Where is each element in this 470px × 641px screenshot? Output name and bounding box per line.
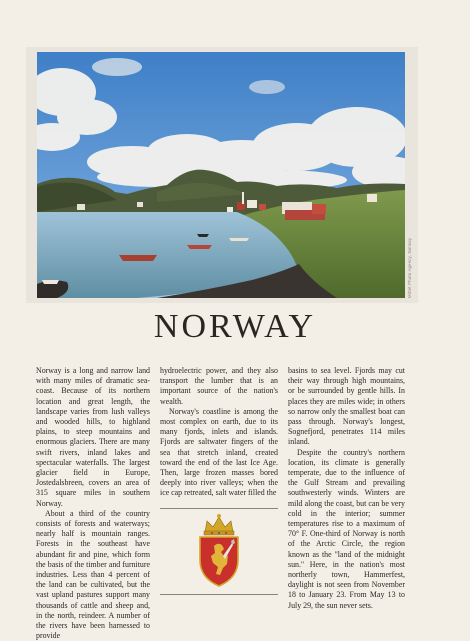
paragraph: basins to sea level. Fjords may cut their way through high mountains, or be surrounded by gentle hills. In places they are miles wide; in others so narrow only the smallest boat can pass through. Norway's longest, Sognefjord, penetrates 114 miles inland. bbox=[288, 366, 405, 447]
divider-rule bbox=[160, 594, 278, 595]
fjord-village-photo bbox=[37, 52, 405, 298]
divider-rule bbox=[160, 508, 278, 509]
paragraph: Norway is a long and narrow land with many miles of dramatic sea-coast. Because of its northern location and great length, the landscape varies from lush valleys and wooded hills, to highland plains, to steep mountains and enormous glaciers. There are many swift rivers, inland lakes and spectacular waterfalls. The largest glacier field in Europe, Jostedalsbreen, covers an area of 315 square miles in southern Norway. bbox=[36, 366, 150, 508]
paragraph: hydroelectric power, and they also transport the lumber that is an important source of the nation's wealth. bbox=[160, 366, 278, 406]
column-1 bbox=[36, 366, 150, 641]
photo-credit: Mittet Photo Agency, Norway bbox=[407, 237, 412, 298]
paragraph: Despite the country's northern location, its climate is generally temperate, due to the influence of the Gulf Stream and prevailing southwesterly winds. Winters are mild along the coast, but can be very cold in the interior; summer temperatures rise to a maximum of 70° F. One-third of Norway is north of the Arctic Circle, the region known as the "land of the midnight sun." Here, in the nation's most northerly town, Hammerfest, daylight is not seen from November 18 to January 23. From May 13 to July 29, the sun never sets. bbox=[288, 447, 405, 610]
page-title: NORWAY bbox=[153, 308, 317, 345]
paragraph: Norway's coastline is among the most complex on earth, due to its many fjords, inlets and islands. Fjords are saltwater fingers of the sea that stretch inland, created toward the end of the last Ice Age. Then, large frozen masses bored deeply into river valleys; when the ice cap retreated, salt water filled the bbox=[160, 406, 278, 498]
paragraph: About a third of the country consists of forests and waterways; nearly half is mountain ranges. Forests in the southeast have abundant fir and pine, which form the basis of the timber and furniture industries. Less than 4 percent of the land can be cultivated, but the vast upland pastures support many thousands of cattle and sheep and, in the north, reindeer. A number of the rivers have been harnessed to provide bbox=[36, 508, 150, 641]
column-2 bbox=[160, 366, 278, 499]
coat-of-arms-icon bbox=[194, 512, 244, 588]
column-3 bbox=[288, 366, 405, 611]
